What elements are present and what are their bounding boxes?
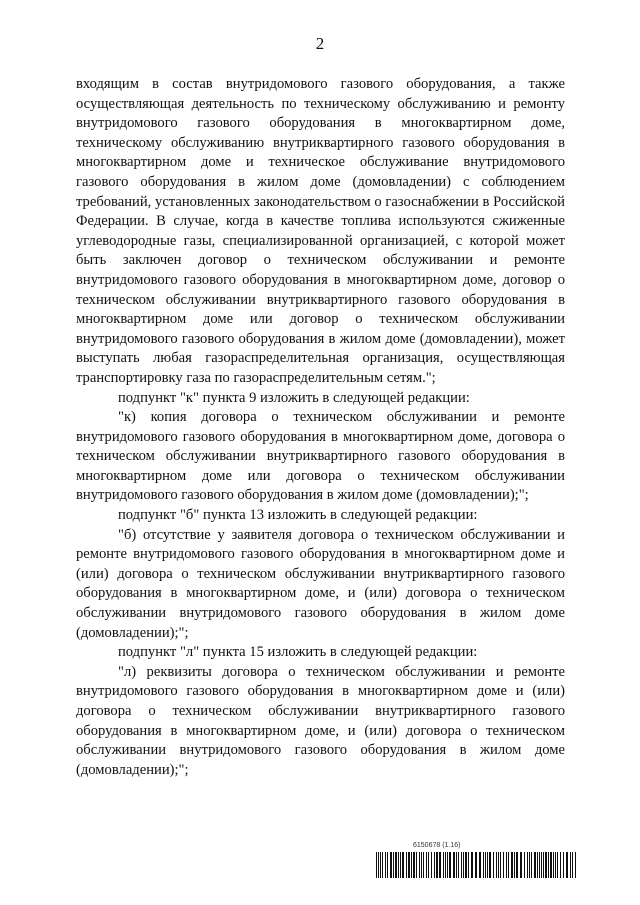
paragraph: входящим в состав внутридомового газового оборудования, а также осуществляющая деятельность по техническому обслуживанию и ремонту внутридомового газового оборудования в многоквартирном доме, техническому обслуживанию внутриквартирного газового оборудования в многоквартирном доме и техническое обслуживание внутридомового газового оборудования в жилом доме (домовладении) с соблюдением требований, установленных законодательством о газоснабжении в Российской Федерации. В случае, когда в качестве топлива используются сжиженные углеводородные газы, специализированной организацией, с которой может быть заключен договор о техническом обслуживании и ремонте внутридомового газового оборудования в многоквартирном доме, договор о техническом обслуживании внутриквартирного газового оборудования в многоквартирном доме или договор о техническом обслуживании внутридомового газового оборудования в жилом доме (домовладении), может выступать любая газораспределительная организация, осуществляющая транспортировку газа по газораспределительным сетям."; [76,76,565,386]
page-number: 2 [315,34,325,53]
paragraph: подпункт "б" пункта 13 изложить в следующей редакции: [118,507,478,524]
paragraph: "к) копия договора о техническом обслуживании и ремонте внутридомового газового оборудования в многоквартирном доме, договора о техническом обслуживании внутриквартирного газового оборудования в многоквартирном доме или договора о техническом обслуживании внутридомового газового оборудования в жилом доме (домовладении);"; [76,409,565,504]
paragraph: подпункт "к" пункта 9 изложить в следующей редакции: [118,389,470,406]
document-code: 6150678 (1.16) [413,842,461,849]
paragraph: "б) отсутствие у заявителя договора о техническом обслуживании и ремонте внутридомового газового оборудования в многоквартирном доме и (или) договора о техническом обслуживании внутриквартирного газового оборудования в многоквартирном доме, и (или) договора о техническом обслуживании внутридомового газового оборудования в жилом доме (домовладении);"; [76,526,565,641]
document-body [76,75,565,780]
paragraph: подпункт "л" пункта 15 изложить в следующей редакции: [118,644,478,661]
paragraph: "л) реквизиты договора о техническом обслуживании и ремонте внутридомового газового оборудования в многоквартирном доме и (или) договора о техническом обслуживании внутриквартирного газового оборудования в многоквартирном доме, и (или) договора о техническом обслуживании внутридомового газового оборудования в жилом доме (домовладении);"; [76,663,565,778]
barcode-image [376,852,578,878]
